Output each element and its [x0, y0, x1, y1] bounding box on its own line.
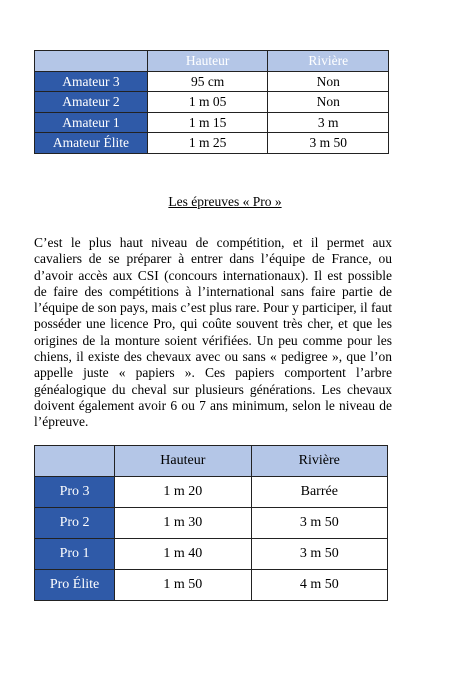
hauteur-cell: 1 m 25 [147, 133, 268, 154]
hauteur-cell: 1 m 15 [147, 112, 268, 133]
row-label: Amateur 2 [35, 92, 148, 113]
row-label: Pro 3 [35, 477, 115, 508]
body-paragraph: C’est le plus haut niveau de compétition, et il permet aux cavaliers de se préparer à entrer dans l’équipe de France, ou d’avoir accès aux CSI (concours internationaux). Il est possible de faire des compétitions à l’international sans faire partie de l’équipe de son pays, mais c’est plus rare. Pour y participer, il faut posséder une licence Pro, qui coûte souvent très cher, et que les origines de la monture soient vérifiées. Un peu comme pour les chiens, il existe des chevaux avec ou sans « pedigree », que l’on appelle juste « papiers ». Ces papiers comportent l’arbre généalogique du cheval sur plusieurs générations. Les chevaux doivent également avoir 6 ou 7 ans minimum, selon le niveau de l’épreuve. [34, 235, 392, 430]
header-hauteur: Hauteur [115, 446, 251, 477]
row-label: Pro 1 [35, 539, 115, 570]
riviere-cell: 3 m [268, 112, 389, 133]
table-row [35, 133, 389, 154]
header-hauteur: Hauteur [147, 51, 268, 72]
riviere-cell: 4 m 50 [251, 570, 387, 601]
table-row [35, 539, 388, 570]
table-row [35, 570, 388, 601]
table-header-row [35, 51, 389, 72]
table-row [35, 92, 389, 113]
row-label: Pro Élite [35, 570, 115, 601]
table-row [35, 477, 388, 508]
riviere-cell: 3 m 50 [268, 133, 389, 154]
header-corner-cell [35, 446, 115, 477]
riviere-cell: Non [268, 92, 389, 113]
hauteur-cell: 1 m 40 [115, 539, 251, 570]
riviere-cell: 3 m 50 [251, 539, 387, 570]
pro-table [34, 445, 388, 601]
row-label: Pro 2 [35, 508, 115, 539]
hauteur-cell: 1 m 05 [147, 92, 268, 113]
riviere-cell: Barrée [251, 477, 387, 508]
table-row [35, 112, 389, 133]
riviere-cell: Non [268, 71, 389, 92]
table-header-row [35, 446, 388, 477]
row-label: Amateur 1 [35, 112, 148, 133]
hauteur-cell: 1 m 50 [115, 570, 251, 601]
riviere-cell: 3 m 50 [251, 508, 387, 539]
hauteur-cell: 1 m 20 [115, 477, 251, 508]
table-row [35, 508, 388, 539]
row-label: Amateur 3 [35, 71, 148, 92]
header-riviere: Rivière [251, 446, 387, 477]
hauteur-cell: 1 m 30 [115, 508, 251, 539]
header-riviere: Rivière [268, 51, 389, 72]
hauteur-cell: 95 cm [147, 71, 268, 92]
amateur-table [34, 50, 389, 154]
table-row [35, 71, 389, 92]
header-corner-cell [35, 51, 148, 72]
section-title: Les épreuves « Pro » [168, 194, 282, 209]
row-label: Amateur Élite [35, 133, 148, 154]
